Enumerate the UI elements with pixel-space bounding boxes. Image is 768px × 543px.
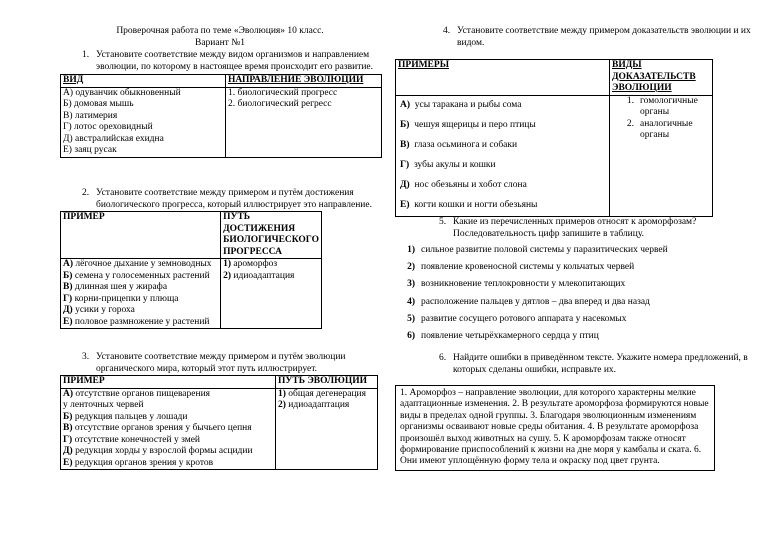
list-item: Б) семена у голосеменных растений <box>63 270 210 281</box>
question-6 <box>395 353 757 471</box>
q2-header-example: ПРИМЕР <box>61 212 221 259</box>
list-item: 3) возникновение теплокровности у млекопитающих <box>407 279 626 290</box>
list-item: Д) австралийская ехидна <box>63 133 164 144</box>
q4-header-types: ВИДЫ ДОКАЗАТЕЛЬСТВ ЭВОЛЮЦИИ <box>610 60 713 96</box>
question-1-text: 1. Установите соответствие между видом организмов и направлением эволюции, по которому в настоящее время происходит его развитие. <box>82 50 374 72</box>
list-item: Б) редукция пальцев у лошади <box>63 411 188 422</box>
question-2-text: 2. Установите соответствие между примером и путём достижения биологического прогресса, который иллюстрирует это направление. <box>82 188 372 210</box>
q3-header-example: ПРИМЕР <box>61 376 276 389</box>
q3-items <box>61 388 276 470</box>
question-1 <box>60 50 385 158</box>
list-item: 4) расположение пальцев у дятлов – два вперед и два назад <box>407 296 650 307</box>
list-item: Г) лотос ореховидный <box>63 122 153 132</box>
question-3 <box>60 352 385 470</box>
q4-options <box>610 95 713 216</box>
list-item: В) латимерия <box>63 110 118 121</box>
q3-options <box>276 388 378 470</box>
option-item: 1) общая дегенерация <box>278 388 366 399</box>
list-item: А) лёгочное дыхание у земноводных <box>63 259 212 269</box>
list-item: Б) чешуя ящерицы и перо птицы <box>400 119 536 130</box>
question-3-table <box>60 375 378 470</box>
q1-header-vid: ВИД <box>61 75 226 88</box>
page-title: Проверочная работа по теме «Эволюция» 10 класс. <box>116 26 324 36</box>
question-4-table <box>395 59 713 217</box>
list-item: Д) нос обезьяны и хобот слона <box>400 179 527 190</box>
list-item: А) одуванчик обыкновенный <box>63 87 181 98</box>
question-3-text: 3. Установите соответствие между примером и путём эволюции органического мира, который этот путь иллюстрирует. <box>82 352 346 374</box>
list-item: В) глаза осьминога и собаки <box>400 139 518 150</box>
question-5-list <box>395 242 757 346</box>
list-item: у ленточных червей <box>63 400 144 410</box>
list-item: 1) сильное развитие половой системы у паразитических червей <box>407 244 668 255</box>
list-item: Г) корни-прицепки у плюща <box>63 293 179 304</box>
option-item: 2. биологический регресс <box>228 99 332 109</box>
list-item: Е) когти кошки и ногти обезьяны <box>400 199 538 210</box>
list-item: Е) редукция органов зрения у кротов <box>63 457 214 468</box>
option-item: 1. гомологичные органы <box>626 95 698 117</box>
q1-header-direction: НАПРАВЛЕНИЕ ЭВОЛЮЦИИ <box>226 75 382 88</box>
list-item: Д) редукция хорды у взрослой формы асцидии <box>63 446 253 456</box>
question-5-text: 5. Какие из перечисленных примеров относят к ароморфозам? Последовательность цифр запишите в таблицу. <box>439 217 697 239</box>
list-item: Г) отсутствие конечностей у змей <box>63 434 201 445</box>
q4-items <box>396 95 610 216</box>
option-item: 1) ароморфоз <box>223 259 278 269</box>
question-2 <box>60 188 385 329</box>
list-item: Г) зубы акулы и кошки <box>400 159 496 170</box>
option-item: 2. аналогичные органы <box>626 118 693 140</box>
q3-header-path: ПУТЬ ЭВОЛЮЦИИ <box>276 376 378 389</box>
q1-items <box>61 87 226 157</box>
list-item: 5) развитие сосущего ротового аппарата у насекомых <box>407 314 627 325</box>
question-4 <box>395 26 757 217</box>
option-item: 2) идиоадаптация <box>223 270 295 281</box>
list-item: Д) усики у гороха <box>63 305 135 315</box>
list-item: Б) домовая мышь <box>63 99 134 109</box>
question-1-table <box>60 74 382 158</box>
error-text-box: 1. Ароморфоз – направление эволюции, для которого характерны мелкие адаптационные изменения. 2. В результате ароморфоза формируются новые виды в пределах одной группы. 3. Благодаря эволюционным изменениям организмы осваивают новые среды обитания. 4. В результате ароморфоза произошёл выход животных на сушу. 5. К ароморфозам также относят формирование приспособлений к жизни на дне моря у камбалы и ската. 6. Они имеют уплощённую форму тела и окраску под цвет грунта. <box>395 385 715 471</box>
list-item: Е) половое размножение у растений <box>63 316 210 327</box>
q2-items <box>61 259 221 329</box>
option-item: 2) идиоадаптация <box>278 400 350 410</box>
q1-options <box>226 87 382 157</box>
variant-label: Вариант №1 <box>194 37 246 48</box>
q4-header-examples: ПРИМЕРЫ <box>396 60 610 96</box>
q2-header-path: ПУТЬ ДОСТИЖЕНИЯ БИОЛОГИЧЕСКОГО ПРОГРЕССА <box>221 212 322 259</box>
list-item: Е) заяц русак <box>63 145 117 155</box>
q2-options <box>221 259 322 329</box>
option-item: 1. биологический прогресс <box>228 87 338 98</box>
list-item: А) отсутствие органов пищеварения <box>63 388 211 399</box>
list-item: 6) появление четырёхкамерного сердца у птиц <box>407 331 599 342</box>
question-6-text: 6. Найдите ошибки в приведённом тексте. Укажите номера предложений, в которых сделаны ошибки, исправьте их. <box>439 353 748 375</box>
list-item: В) отсутствие органов зрения у бычьего цепня <box>63 423 252 433</box>
question-4-text: 4. Установите соответствие между примером доказательств эволюции и их видом. <box>443 26 751 48</box>
header <box>100 26 340 49</box>
list-item: А) усы таракана и рыбы сома <box>400 99 522 110</box>
question-2-table <box>60 211 322 329</box>
list-item: В) длинная шея у жирафа <box>63 282 168 292</box>
question-5 <box>395 217 757 346</box>
list-item: 2) появление кровеносной системы у кольчатых червей <box>407 262 635 273</box>
